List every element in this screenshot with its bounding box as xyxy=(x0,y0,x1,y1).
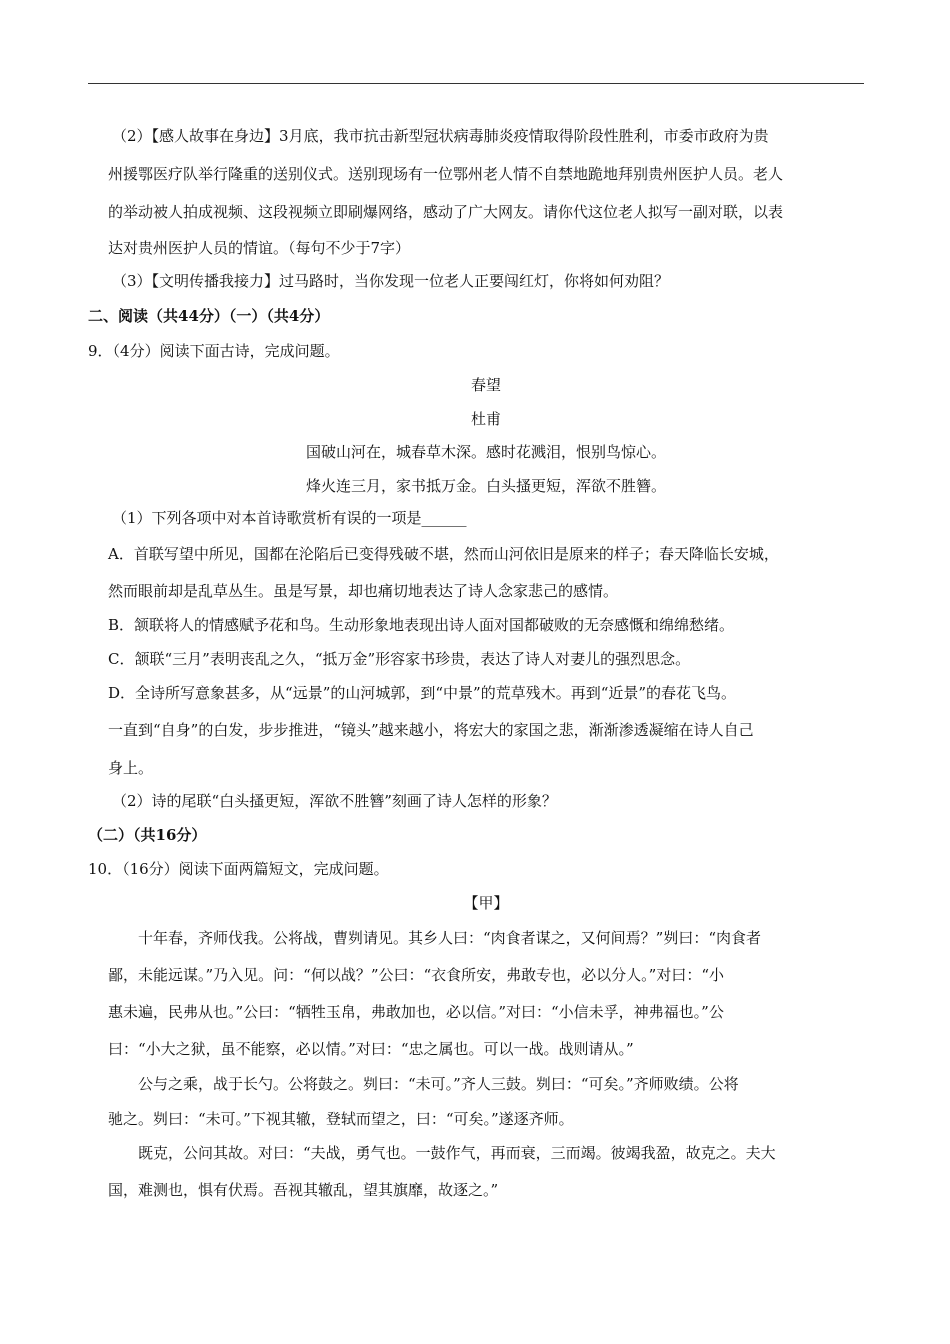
section-heading-reading: 二、阅读（共44分）（一）（共4分） xyxy=(88,307,330,325)
passage-para1-line2: 鄙，未能远谋。”乃入见。问：“何以战？”公曰：“衣食所安，弗敢专也，必以分人。”对曰：“小 xyxy=(108,966,725,984)
q9-option-b: B．颔联将人的情感赋予花和鸟。生动形象地表现出诗人面对国都破败的无奈感慨和绵绵愁绪。 xyxy=(108,616,735,634)
passage-para3-line1: 既克，公问其故。对曰：“夫战，勇气也。一鼓作气，再而衰，三而竭。彼竭我盈，故克之。夫大 xyxy=(138,1144,776,1162)
passage-para1-line1: 十年春，齐师伐我。公将战，曹刿请见。其乡人曰：“肉食者谋之，又何间焉？”刿曰：“肉食者 xyxy=(138,929,762,947)
q9-option-a-line2: 然而眼前却是乱草丛生。虽是写景，却也痛切地表达了诗人念家悲己的感情。 xyxy=(108,582,619,600)
q8-p2-line3: 的举动被人拍成视频、这段视频立即刷爆网络，感动了广大网友。请你代这位老人拟写一副对联，以表 xyxy=(108,203,784,221)
q8-p2-line2: 州援鄂医疗队举行隆重的送别仪式。送别现场有一位鄂州老人情不自禁地跪地拜别贵州医护人员。老人 xyxy=(108,165,784,183)
poem-author: 杜甫 xyxy=(470,410,501,428)
passage-para3-line2: 国，难测也，惧有伏焉。吾视其辙乱，望其旗靡，故逐之。” xyxy=(108,1181,499,1199)
passage-label-jia: 【甲】 xyxy=(463,894,509,912)
q9-sub1: （1）下列各项中对本首诗歌赏析有误的一项是______ xyxy=(112,509,467,527)
q9-stem: 9．（4分）阅读下面古诗，完成问题。 xyxy=(88,342,340,360)
q9-sub2: （2）诗的尾联“白头搔更短，浑欲不胜簪”刻画了诗人怎样的形象？ xyxy=(112,792,557,810)
poem-line-2: 烽火连三月，家书抵万金。白头搔更短，浑欲不胜簪。 xyxy=(305,477,666,495)
q9-option-a-line1: A．首联写望中所见，国都在沦陷后已变得残破不堪，然而山河依旧是原来的样子；春天降临长安城， xyxy=(108,545,779,563)
poem-title: 春望 xyxy=(470,376,501,394)
header-rule xyxy=(88,83,864,84)
q8-p2-line1: （2）【感人故事在身边】3月底，我市抗击新型冠状病毒肺炎疫情取得阶段性胜利，市委市政府为贵 xyxy=(112,127,769,145)
q8-p3: （3）【文明传播我接力】过马路时，当你发现一位老人正要闯红灯，你将如何劝阻？ xyxy=(112,272,670,290)
q9-option-c: C．颔联“三月”表明丧乱之久，“抵万金”形容家书珍贵，表达了诗人对妻儿的强烈思念。 xyxy=(108,650,691,668)
q8-p2-line4: 达对贵州医护人员的情谊。（每句不少于7字） xyxy=(108,239,411,257)
passage-para1-line3: 惠未遍，民弗从也。”公曰：“牺牲玉帛，弗敢加也，必以信。”对曰：“小信未孚，神弗福也。”公 xyxy=(108,1003,724,1021)
passage-para1-line4: 曰：“小大之狱，虽不能察，必以情。”对曰：“忠之属也。可以一战。战则请从。” xyxy=(108,1040,634,1058)
passage-para2-line2: 驰之。刿曰：“未可。”下视其辙，登轼而望之，曰：“可矣。”遂逐齐师。 xyxy=(108,1110,574,1128)
part-heading-2: （二）（共16分） xyxy=(88,826,207,844)
q10-stem: 10．（16分）阅读下面两篇短文，完成问题。 xyxy=(88,860,389,878)
q9-option-d-line3: 身上。 xyxy=(108,759,154,777)
q9-option-d-line2: 一直到“自身”的白发，步步推进，“镜头”越来越小，将宏大的家国之悲，渐渐渗透凝缩在诗人自己 xyxy=(108,721,754,739)
q9-option-d-line1: D．全诗所写意象甚多，从“远景”的山河城郭，到“中景”的荒草残木。再到“近景”的春花飞鸟。 xyxy=(108,684,737,702)
passage-para2-line1: 公与之乘，战于长勺。公将鼓之。刿曰：“未可。”齐人三鼓。刿曰：“可矣。”齐师败绩。公将 xyxy=(138,1075,739,1093)
poem-line-1: 国破山河在，城春草木深。感时花溅泪，恨别鸟惊心。 xyxy=(305,443,666,461)
